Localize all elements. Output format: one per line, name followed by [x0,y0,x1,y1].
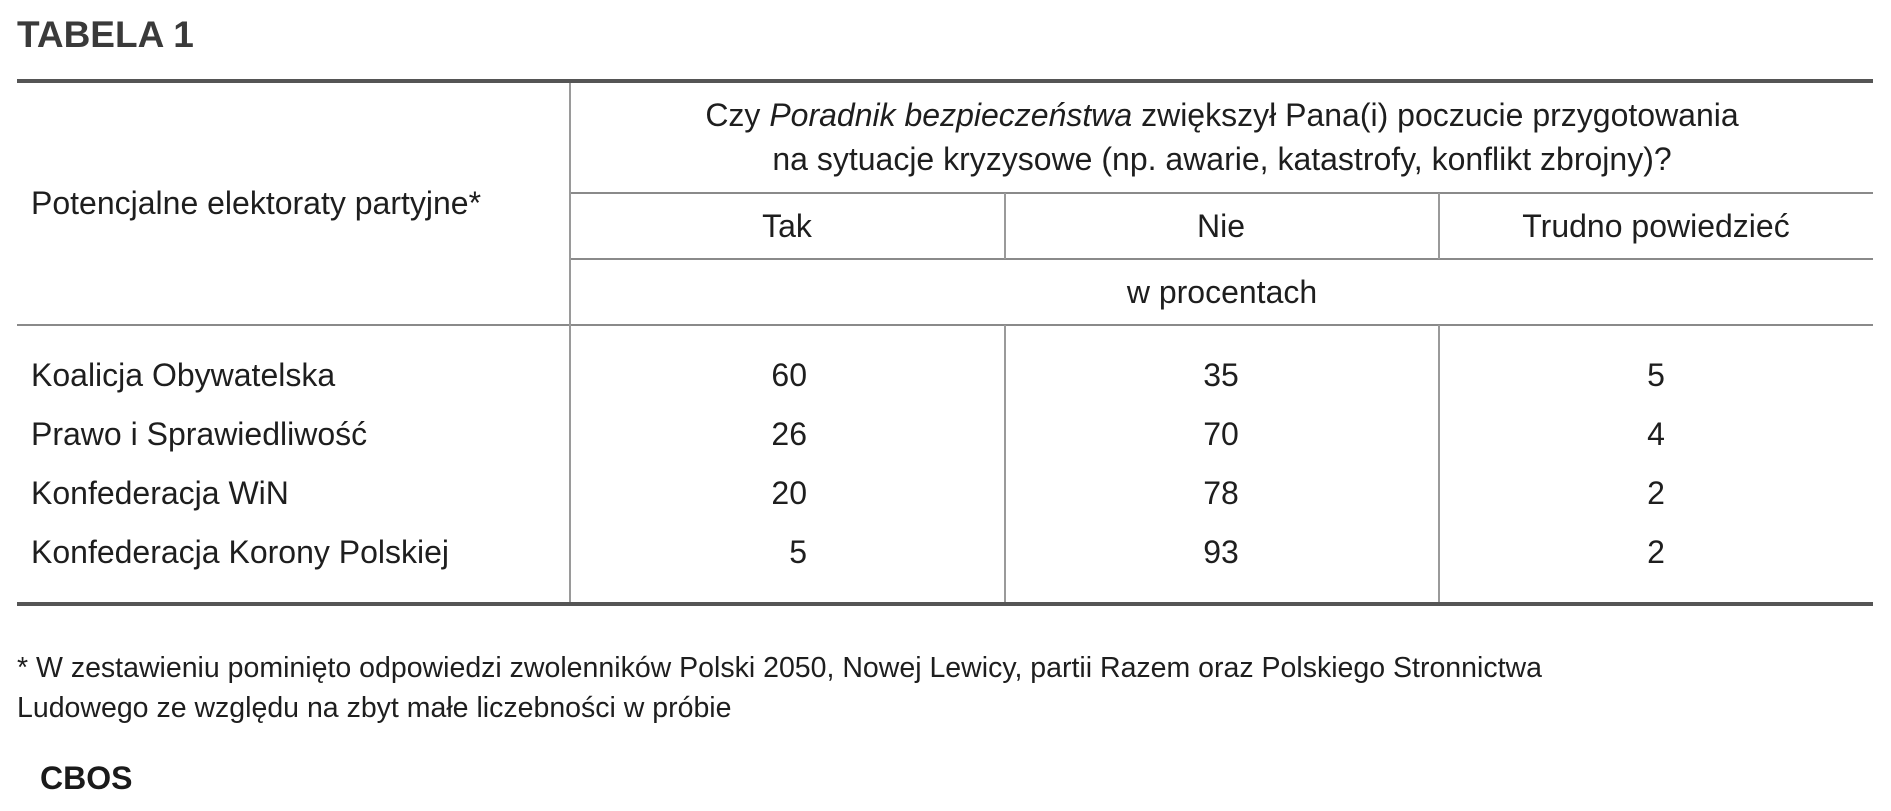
cell-trudno: 4 [1647,416,1665,452]
cell-nie: 78 [1203,475,1239,511]
cell-nie: 35 [1203,357,1239,393]
table-top-rule [17,79,1873,83]
row-label: Prawo i Sprawiedliwość [31,416,368,452]
cell-nie: 70 [1203,416,1239,452]
question-text: zwiększył Pana(i) poczucie przygotowania [1132,97,1739,133]
row-label: Konfederacja Korony Polskiej [31,534,450,570]
column-header-trudno: Trudno powiedzieć [1522,208,1790,244]
header-bottom-rule [17,324,1873,326]
divider [1438,193,1440,259]
table-title: TABELA 1 [17,14,194,55]
divider [1004,193,1006,259]
divider [1438,325,1440,602]
footnote-line-1: * W zestawieniu pominięto odpowiedzi zwolenników Polski 2050, Nowej Lewicy, partii Razem oraz Polskiego Stronnictwa [17,652,1542,684]
cell-tak: 5 [789,534,807,570]
divider [569,83,571,602]
row-label: Koalicja Obywatelska [31,357,336,393]
cell-nie: 93 [1203,534,1239,570]
cell-tak: 60 [771,357,807,393]
footnote-line-2: Ludowego ze względu na zbyt małe liczebności w próbie [17,692,732,724]
question-italic-title: Poradnik bezpieczeństwa [769,97,1133,133]
cell-trudno: 2 [1647,534,1665,570]
divider [1004,325,1006,602]
row-header: Potencjalne elektoraty partyjne* [31,185,482,221]
cell-tak: 20 [771,475,807,511]
question-text: Czy [705,97,770,133]
column-header-nie: Nie [1196,208,1246,244]
column-header-tak: Tak [762,208,812,244]
table-bottom-rule [17,602,1873,606]
row-label: Konfederacja WiN [31,475,289,511]
unit-label: w procentach [1126,274,1318,310]
divider [570,192,1873,194]
question-line-1 [705,96,1738,134]
divider [570,258,1873,260]
cell-trudno: 2 [1647,475,1665,511]
cell-trudno: 5 [1647,357,1665,393]
source-logo: CBOS [40,760,133,796]
cell-tak: 26 [771,416,807,452]
question-line-2: na sytuacje kryzysowe (np. awarie, katastrofy, konflikt zbrojny)? [772,141,1672,177]
